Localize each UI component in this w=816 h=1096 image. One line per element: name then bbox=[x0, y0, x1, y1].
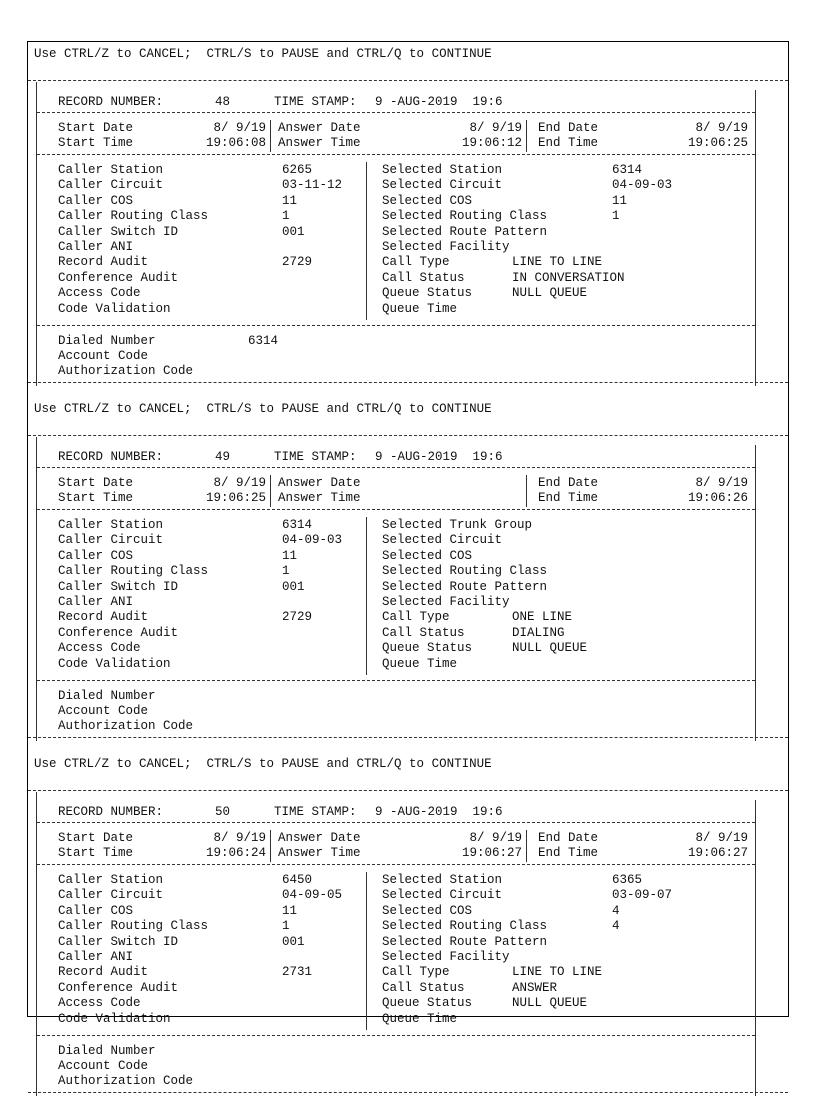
caller-station-label: Caller Station bbox=[58, 163, 164, 177]
caller-switch-id-value: 001 bbox=[282, 224, 305, 239]
selected-target-label: Selected Station bbox=[382, 163, 503, 177]
selected-routing-class-label: Selected Routing Class bbox=[382, 564, 548, 579]
caller-cos-value: 11 bbox=[282, 903, 298, 918]
caller-switch-id-value: 001 bbox=[282, 579, 305, 594]
selected-facility-label: Selected Facility bbox=[382, 950, 510, 964]
call-type-label: Call Type bbox=[382, 255, 450, 270]
answer-time-value: 19:06:12 bbox=[461, 136, 522, 150]
caller-circuit-value: 04-09-05 bbox=[282, 888, 343, 903]
conference-audit-label: Conference Audit bbox=[58, 625, 179, 640]
record-right-border bbox=[755, 90, 756, 386]
end-date-value: 8/ 9/19 bbox=[695, 121, 748, 135]
selected-routing-class-value: 1 bbox=[612, 209, 620, 224]
call-type-label: Call Type bbox=[382, 965, 450, 980]
call-type-label: Call Type bbox=[382, 610, 450, 625]
record-left-border bbox=[36, 792, 37, 1096]
caller-circuit-value: 04-09-03 bbox=[282, 533, 343, 548]
selected-circuit-label: Selected Circuit bbox=[382, 178, 503, 193]
answer-time-label: Answer Time bbox=[278, 846, 361, 860]
record-number-value: 48 bbox=[214, 95, 230, 109]
account-code-label: Account Code bbox=[58, 1059, 149, 1073]
answer-date-label: Answer Date bbox=[278, 476, 361, 490]
column-divider bbox=[366, 162, 367, 320]
queue-status-value: NULL QUEUE bbox=[512, 641, 588, 656]
time-stamp-label: TIME STAMP: bbox=[274, 805, 357, 819]
time-stamp-label: TIME STAMP: bbox=[274, 95, 357, 109]
record-top-rule bbox=[28, 80, 788, 81]
terminal-output bbox=[27, 41, 789, 1088]
end-time-label: End Time bbox=[538, 491, 599, 505]
date-divider-right bbox=[526, 475, 527, 507]
access-code-label: Access Code bbox=[58, 641, 141, 656]
selected-cos-label: Selected COS bbox=[382, 193, 473, 208]
code-validation-label: Code Validation bbox=[58, 656, 171, 671]
end-date-label: End Date bbox=[538, 831, 599, 845]
selected-facility-label: Selected Facility bbox=[382, 240, 510, 254]
caller-switch-id-label: Caller Switch ID bbox=[58, 224, 179, 239]
start-date-value: 8/ 9/19 bbox=[213, 476, 266, 490]
record-number-label: RECORD NUMBER: bbox=[58, 450, 164, 464]
record-number-label: RECORD NUMBER: bbox=[58, 95, 164, 109]
caller-cos-label: Caller COS bbox=[58, 903, 134, 918]
end-date-label: End Date bbox=[538, 121, 599, 135]
caller-circuit-label: Caller Circuit bbox=[58, 178, 164, 193]
dialed-number-value: 6314 bbox=[248, 334, 279, 348]
start-time-label: Start Time bbox=[58, 491, 134, 505]
caller-station-value: 6314 bbox=[282, 518, 313, 532]
selected-cos-value: 4 bbox=[612, 903, 620, 918]
call-status-label: Call Status bbox=[382, 270, 465, 285]
queue-time-label: Queue Time bbox=[382, 656, 458, 671]
start-time-value: 19:06:25 bbox=[205, 491, 266, 505]
selected-routing-class-label: Selected Routing Class bbox=[382, 209, 548, 224]
record-left-border bbox=[36, 82, 37, 386]
end-date-label: End Date bbox=[538, 476, 599, 490]
dialed-number-label: Dialed Number bbox=[58, 689, 156, 703]
call-status-value: ANSWER bbox=[512, 980, 558, 995]
queue-status-label: Queue Status bbox=[382, 996, 473, 1011]
record-right-border bbox=[755, 445, 756, 741]
code-validation-label: Code Validation bbox=[58, 1011, 171, 1026]
record-left-border bbox=[36, 437, 37, 741]
selected-circuit-label: Selected Circuit bbox=[382, 888, 503, 903]
dialed-number-label: Dialed Number bbox=[58, 334, 156, 348]
record-number-value: 49 bbox=[214, 450, 230, 464]
access-code-label: Access Code bbox=[58, 996, 141, 1011]
date-divider-left bbox=[270, 120, 271, 152]
date-divider-left bbox=[270, 475, 271, 507]
account-code-label: Account Code bbox=[58, 704, 149, 718]
conference-audit-label: Conference Audit bbox=[58, 270, 179, 285]
header-rule bbox=[37, 112, 755, 113]
record-number-label: RECORD NUMBER: bbox=[58, 805, 164, 819]
record-audit-value: 2731 bbox=[282, 965, 313, 980]
selected-route-pattern-label: Selected Route Pattern bbox=[382, 224, 548, 239]
caller-cos-value: 11 bbox=[282, 548, 298, 563]
selected-cos-value: 11 bbox=[612, 193, 628, 208]
end-date-value: 8/ 9/19 bbox=[695, 476, 748, 490]
selected-cos-label: Selected COS bbox=[382, 548, 473, 563]
caller-station-label: Caller Station bbox=[58, 873, 164, 887]
date-divider-left bbox=[270, 830, 271, 862]
end-time-label: End Time bbox=[538, 136, 599, 150]
answer-date-value: 8/ 9/19 bbox=[469, 831, 522, 845]
answer-date-value: 8/ 9/19 bbox=[469, 121, 522, 135]
date-divider-right bbox=[526, 120, 527, 152]
start-time-label: Start Time bbox=[58, 136, 134, 150]
caller-station-value: 6450 bbox=[282, 873, 313, 887]
queue-status-value: NULL QUEUE bbox=[512, 286, 588, 301]
columns-rule bbox=[37, 1035, 755, 1036]
selected-circuit-value: 03-09-07 bbox=[612, 888, 673, 903]
answer-date-label: Answer Date bbox=[278, 121, 361, 135]
caller-ani-label: Caller ANI bbox=[58, 240, 134, 254]
control-prompt: Use CTRL/Z to CANCEL; CTRL/S to PAUSE and CTRL/Q to CONTINUE bbox=[34, 402, 492, 416]
end-time-value: 19:06:26 bbox=[687, 491, 748, 505]
record-audit-label: Record Audit bbox=[58, 965, 149, 980]
caller-circuit-value: 03-11-12 bbox=[282, 178, 343, 193]
queue-time-label: Queue Time bbox=[382, 301, 458, 316]
caller-circuit-label: Caller Circuit bbox=[58, 533, 164, 548]
record-audit-value: 2729 bbox=[282, 610, 313, 625]
record-bottom-rule bbox=[28, 382, 788, 383]
queue-status-label: Queue Status bbox=[382, 641, 473, 656]
caller-switch-id-label: Caller Switch ID bbox=[58, 579, 179, 594]
header-rule bbox=[37, 467, 755, 468]
columns-rule bbox=[37, 325, 755, 326]
selected-cos-label: Selected COS bbox=[382, 903, 473, 918]
header-rule bbox=[37, 822, 755, 823]
code-validation-label: Code Validation bbox=[58, 301, 171, 316]
call-status-value: DIALING bbox=[512, 625, 565, 640]
caller-routing-class-label: Caller Routing Class bbox=[58, 209, 209, 224]
record-bottom-rule bbox=[28, 737, 788, 738]
start-time-value: 19:06:24 bbox=[205, 846, 266, 860]
column-divider bbox=[366, 872, 367, 1030]
record-bottom-rule bbox=[28, 1092, 788, 1093]
call-type-value: LINE TO LINE bbox=[512, 965, 603, 980]
queue-time-label: Queue Time bbox=[382, 1011, 458, 1026]
call-status-label: Call Status bbox=[382, 625, 465, 640]
start-time-value: 19:06:08 bbox=[205, 136, 266, 150]
answer-time-value: 19:06:27 bbox=[461, 846, 522, 860]
selected-target-label: Selected Trunk Group bbox=[382, 518, 533, 532]
caller-cos-label: Caller COS bbox=[58, 548, 134, 563]
caller-station-label: Caller Station bbox=[58, 518, 164, 532]
record-audit-label: Record Audit bbox=[58, 610, 149, 625]
record-right-border bbox=[755, 800, 756, 1096]
caller-circuit-label: Caller Circuit bbox=[58, 888, 164, 903]
dates-rule bbox=[37, 864, 755, 865]
authorization-code-label: Authorization Code bbox=[58, 1074, 194, 1088]
caller-switch-id-value: 001 bbox=[282, 934, 305, 949]
time-stamp-value: 9 -AUG-2019 19:6 bbox=[375, 805, 503, 819]
date-divider-right bbox=[526, 830, 527, 862]
answer-time-label: Answer Time bbox=[278, 136, 361, 150]
caller-cos-value: 11 bbox=[282, 193, 298, 208]
record-audit-label: Record Audit bbox=[58, 255, 149, 270]
start-date-label: Start Date bbox=[58, 476, 134, 490]
caller-station-value: 6265 bbox=[282, 163, 313, 177]
start-date-label: Start Date bbox=[58, 121, 134, 135]
selected-routing-class-label: Selected Routing Class bbox=[382, 919, 548, 934]
record-number-value: 50 bbox=[214, 805, 230, 819]
selected-route-pattern-label: Selected Route Pattern bbox=[382, 934, 548, 949]
end-time-value: 19:06:27 bbox=[687, 846, 748, 860]
selected-value-value: 6365 bbox=[612, 873, 643, 887]
queue-status-value: NULL QUEUE bbox=[512, 996, 588, 1011]
account-code-label: Account Code bbox=[58, 349, 149, 363]
caller-routing-class-value: 1 bbox=[282, 919, 290, 934]
queue-status-label: Queue Status bbox=[382, 286, 473, 301]
call-status-value: IN CONVERSATION bbox=[512, 270, 625, 285]
start-date-label: Start Date bbox=[58, 831, 134, 845]
selected-target-label: Selected Station bbox=[382, 873, 503, 887]
end-time-value: 19:06:25 bbox=[687, 136, 748, 150]
selected-circuit-value: 04-09-03 bbox=[612, 178, 673, 193]
control-prompt: Use CTRL/Z to CANCEL; CTRL/S to PAUSE and CTRL/Q to CONTINUE bbox=[34, 47, 492, 61]
caller-ani-label: Caller ANI bbox=[58, 595, 134, 609]
time-stamp-label: TIME STAMP: bbox=[274, 450, 357, 464]
call-type-value: LINE TO LINE bbox=[512, 255, 603, 270]
column-divider bbox=[366, 517, 367, 675]
selected-routing-class-value: 4 bbox=[612, 919, 620, 934]
call-status-label: Call Status bbox=[382, 980, 465, 995]
selected-facility-label: Selected Facility bbox=[382, 595, 510, 609]
caller-routing-class-value: 1 bbox=[282, 564, 290, 579]
columns-rule bbox=[37, 680, 755, 681]
access-code-label: Access Code bbox=[58, 286, 141, 301]
record-top-rule bbox=[28, 790, 788, 791]
authorization-code-label: Authorization Code bbox=[58, 364, 194, 378]
record-top-rule bbox=[28, 435, 788, 436]
answer-date-label: Answer Date bbox=[278, 831, 361, 845]
answer-time-label: Answer Time bbox=[278, 491, 361, 505]
caller-routing-class-value: 1 bbox=[282, 209, 290, 224]
start-time-label: Start Time bbox=[58, 846, 134, 860]
caller-cos-label: Caller COS bbox=[58, 193, 134, 208]
end-time-label: End Time bbox=[538, 846, 599, 860]
control-prompt: Use CTRL/Z to CANCEL; CTRL/S to PAUSE and CTRL/Q to CONTINUE bbox=[34, 757, 492, 771]
call-type-value: ONE LINE bbox=[512, 610, 573, 625]
selected-value-value: 6314 bbox=[612, 163, 643, 177]
dates-rule bbox=[37, 509, 755, 510]
time-stamp-value: 9 -AUG-2019 19:6 bbox=[375, 95, 503, 109]
time-stamp-value: 9 -AUG-2019 19:6 bbox=[375, 450, 503, 464]
dialed-number-label: Dialed Number bbox=[58, 1044, 156, 1058]
start-date-value: 8/ 9/19 bbox=[213, 831, 266, 845]
record-audit-value: 2729 bbox=[282, 255, 313, 270]
selected-circuit-label: Selected Circuit bbox=[382, 533, 503, 548]
dates-rule bbox=[37, 154, 755, 155]
caller-ani-label: Caller ANI bbox=[58, 950, 134, 964]
authorization-code-label: Authorization Code bbox=[58, 719, 194, 733]
end-date-value: 8/ 9/19 bbox=[695, 831, 748, 845]
caller-routing-class-label: Caller Routing Class bbox=[58, 919, 209, 934]
selected-route-pattern-label: Selected Route Pattern bbox=[382, 579, 548, 594]
start-date-value: 8/ 9/19 bbox=[213, 121, 266, 135]
conference-audit-label: Conference Audit bbox=[58, 980, 179, 995]
caller-switch-id-label: Caller Switch ID bbox=[58, 934, 179, 949]
caller-routing-class-label: Caller Routing Class bbox=[58, 564, 209, 579]
